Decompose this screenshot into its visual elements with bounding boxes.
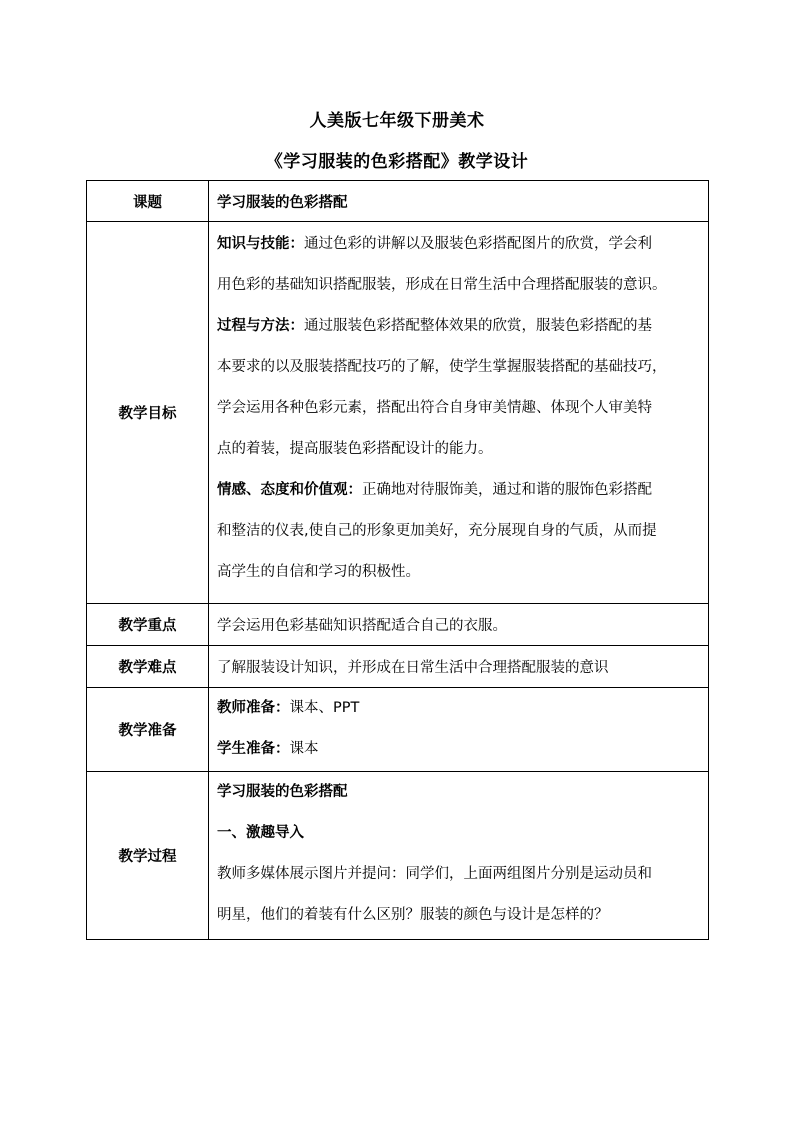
preparation-content xyxy=(209,688,709,772)
process-section-1: 一、激趣导入 xyxy=(217,825,304,841)
table-row-goals xyxy=(87,222,709,604)
lesson-plan-table xyxy=(86,180,709,940)
table-row-preparation xyxy=(87,688,709,772)
goals-label: 教学目标 xyxy=(87,222,209,604)
process-body-2: 明星，他们的着装有什么区别？服装的颜色与设计是怎样的？ xyxy=(217,907,609,923)
emotion-text-3: 高学生的自信和学习的积极性。 xyxy=(217,564,420,580)
process-heading-text: 学习服装的色彩搭配 xyxy=(217,784,348,800)
process-text-3: 学会运用各种色彩元素，搭配出符合自身审美情趣、体现个人审美特 xyxy=(217,400,652,416)
process-text-2: 本要求的以及服装搭配技巧的了解，使学生掌握服装搭配的基础技巧， xyxy=(217,359,667,375)
knowledge-line-1 xyxy=(217,224,702,265)
teacher-prep-value: 课本、PPT xyxy=(289,700,360,716)
table-row-key-point xyxy=(87,604,709,646)
emotion-text-2: 和整洁的仪表,使自己的形象更加美好，充分展现自身的气质，从而提 xyxy=(217,523,657,539)
table-row-process xyxy=(87,772,709,940)
table-row-topic xyxy=(87,181,709,222)
topic-label: 课题 xyxy=(87,181,209,222)
teacher-prep-heading: 教师准备： xyxy=(217,700,290,716)
goals-content xyxy=(209,222,709,604)
knowledge-text-1: 通过色彩的讲解以及服装色彩搭配图片的欣赏，学会利 xyxy=(304,236,652,252)
preparation-label: 教学准备 xyxy=(87,688,209,772)
process-content xyxy=(209,772,709,940)
student-prep-line xyxy=(217,729,702,770)
process-text-4: 点的着装，提高服装色彩搭配设计的能力。 xyxy=(217,441,493,457)
document-title: 人美版七年级下册美术 xyxy=(309,111,485,131)
process-line-1 xyxy=(217,306,702,347)
emotion-heading: 情感、态度和价值观： xyxy=(217,482,362,498)
key-point-label: 教学重点 xyxy=(87,604,209,646)
document-subtitle: 《学习服装的色彩搭配》教学设计 xyxy=(265,152,529,172)
process-body-1: 教师多媒体展示图片并提问：同学们，上面两组图片分别是运动员和 xyxy=(217,866,652,882)
difficulty-value: 了解服装设计知识，并形成在日常生活中合理搭配服装的意识 xyxy=(209,646,709,688)
table-row-difficulty xyxy=(87,646,709,688)
process-label: 教学过程 xyxy=(87,772,209,940)
emotion-line-1 xyxy=(217,470,702,511)
student-prep-value: 课本 xyxy=(289,741,319,757)
knowledge-heading: 知识与技能： xyxy=(217,236,304,252)
emotion-text-1: 正确地对待服饰美，通过和谐的服饰色彩搭配 xyxy=(362,482,652,498)
teacher-prep-line xyxy=(217,688,702,729)
key-point-value: 学会运用色彩基础知识搭配适合自己的衣服。 xyxy=(209,604,709,646)
knowledge-text-2: 用色彩的基础知识搭配服装，形成在日常生活中合理搭配服装的意识。 xyxy=(217,277,667,293)
process-heading: 过程与方法： xyxy=(217,318,304,334)
process-text-1: 通过服装色彩搭配整体效果的欣赏，服装色彩搭配的基 xyxy=(304,318,652,334)
difficulty-label: 教学难点 xyxy=(87,646,209,688)
topic-value: 学习服装的色彩搭配 xyxy=(209,181,709,222)
student-prep-heading: 学生准备： xyxy=(217,741,290,757)
